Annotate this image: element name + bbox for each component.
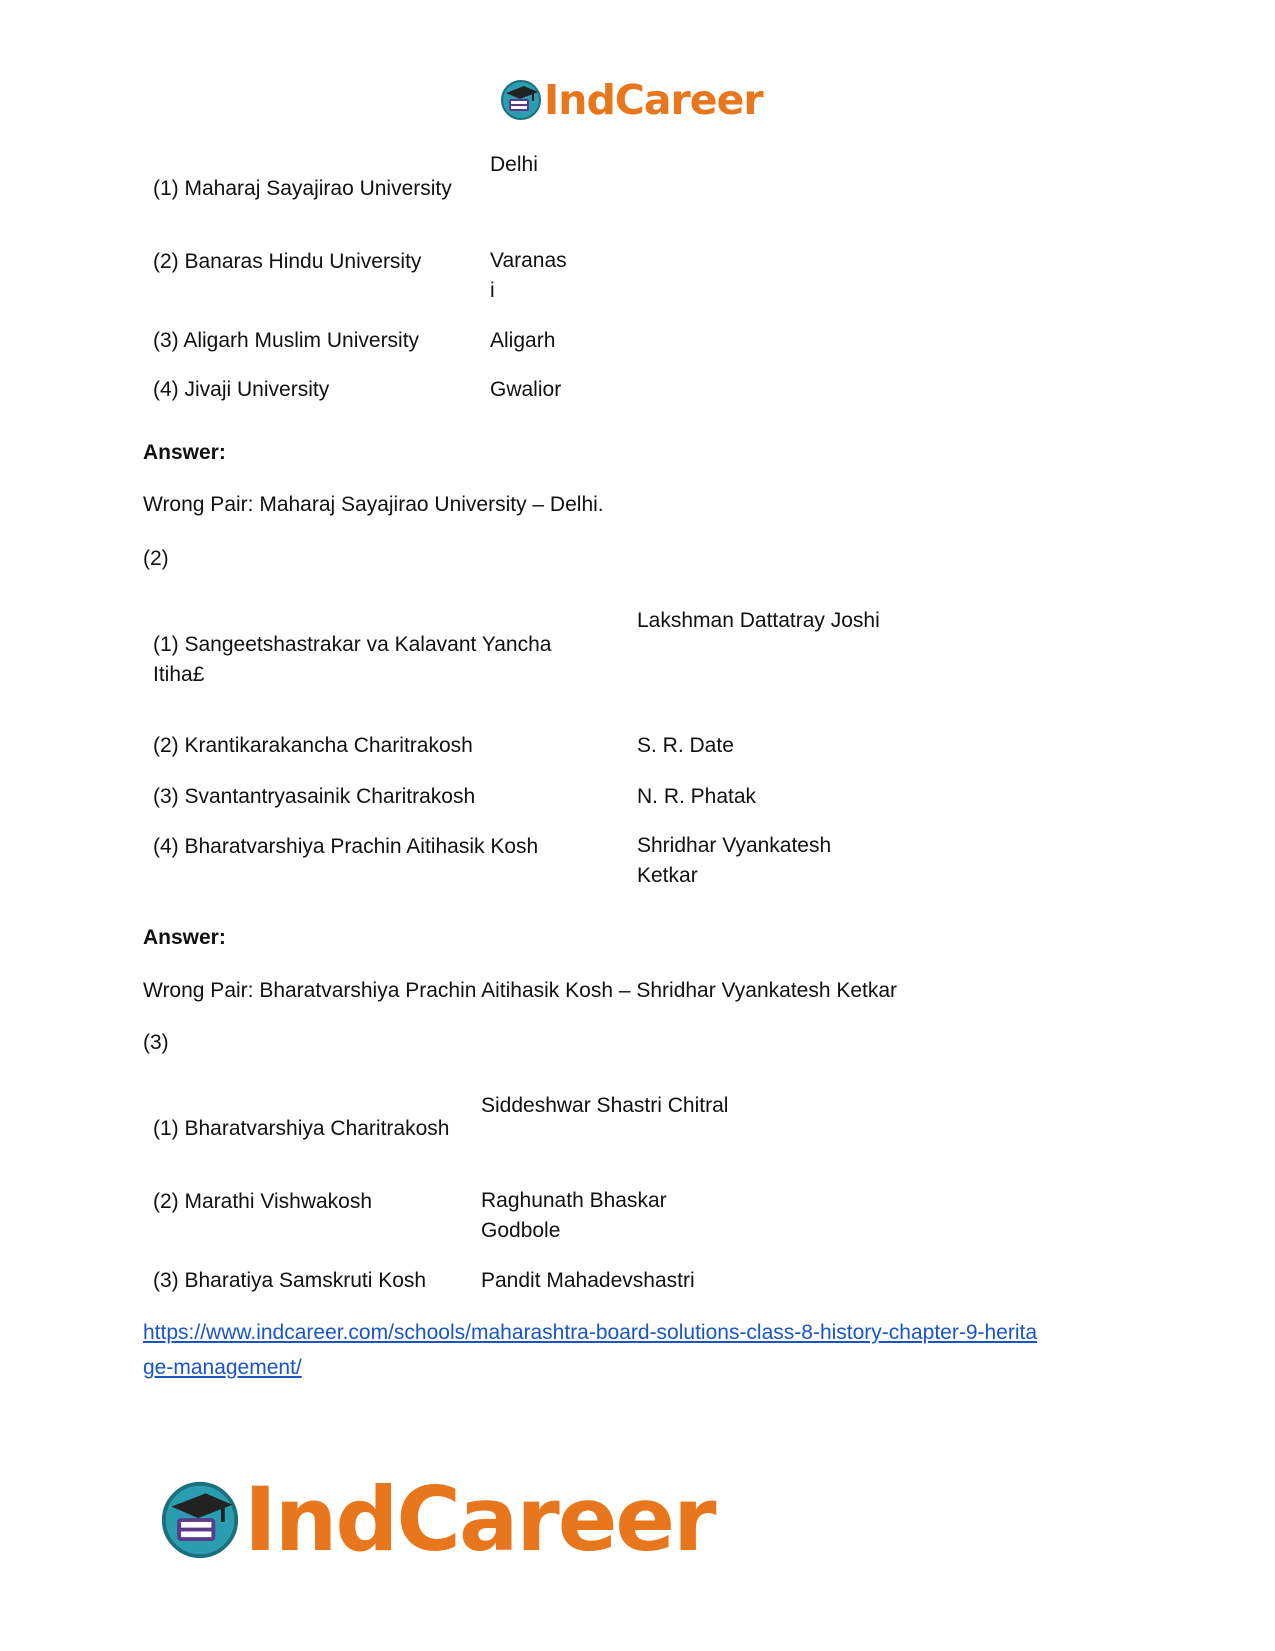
q1-row2-right: [490, 246, 567, 306]
q1-row1-left: (1) Maharaj Sayajirao University: [153, 177, 452, 200]
q3-row2-right: [481, 1186, 667, 1246]
q2-row4-right: [637, 831, 831, 891]
q2-row4-right-line2: Ketkar: [637, 864, 698, 887]
q1-row2-right-line2: i: [490, 279, 495, 302]
q2-row2-right: S. R. Date: [637, 734, 734, 757]
q3-row2-right-line1: Raghunath Bhaskar: [481, 1189, 667, 1212]
q2-row3-left: (3) Svantantryasainik Charitrakosh: [153, 785, 476, 808]
q2-number: (2): [143, 547, 169, 570]
q2-answer-text: Wrong Pair: Bharatvarshiya Prachin Aitihasik Kosh – Shridhar Vyankatesh Ketkar: [143, 979, 898, 1002]
source-link-line1: https://www.indcareer.com/schools/maharashtra-board-solutions-class-8-history-chapter-9-herita: [143, 1321, 1038, 1344]
logo-text: IndCareer: [244, 1468, 715, 1571]
q3-row1-left: (1) Bharatvarshiya Charitrakosh: [153, 1117, 450, 1140]
header-logo: [500, 76, 763, 124]
source-link-line2: ge-management/: [143, 1356, 302, 1379]
q2-row1-right: Lakshman Dattatray Joshi: [637, 609, 880, 632]
q1-row1-right: Delhi: [490, 153, 538, 176]
q2-row3-right: N. R. Phatak: [637, 785, 757, 808]
q2-answer-label: Answer:: [143, 926, 226, 949]
q2-row1-left-line1: (1) Sangeetshastrakar va Kalavant Yancha: [153, 633, 552, 656]
q1-row3-left: (3) Aligarh Muslim University: [153, 329, 420, 352]
q1-row2-left: (2) Banaras Hindu University: [153, 250, 422, 273]
q2-row1-left-line2: Itiha£: [153, 663, 205, 686]
q1-row3-right: Aligarh: [490, 329, 556, 352]
q1-row2-right-line1: Varanas: [490, 249, 567, 272]
q3-row3-left: (3) Bharatiya Samskruti Kosh: [153, 1269, 427, 1292]
graduation-globe-icon: [160, 1480, 240, 1560]
q3-row3-right: Pandit Mahadevshastri: [481, 1269, 695, 1292]
q3-number: (3): [143, 1031, 169, 1054]
q3-row1-right: Siddeshwar Shastri Chitral: [481, 1094, 729, 1117]
q3-row2-right-line2: Godbole: [481, 1219, 561, 1242]
q1-row4-left: (4) Jivaji University: [153, 378, 330, 401]
footer-logo: [160, 1468, 715, 1571]
q2-row4-right-line1: Shridhar Vyankatesh: [637, 834, 832, 857]
q2-row4-left: (4) Bharatvarshiya Prachin Aitihasik Kosh: [153, 835, 539, 858]
q1-answer-label: Answer:: [143, 441, 226, 464]
source-link[interactable]: [143, 1315, 1037, 1385]
logo-text: IndCareer: [544, 76, 763, 124]
q1-answer-text: Wrong Pair: Maharaj Sayajirao University – Delhi.: [143, 493, 604, 516]
q1-row4-right: Gwalior: [490, 378, 562, 401]
q3-row2-left: (2) Marathi Vishwakosh: [153, 1190, 373, 1213]
q2-row2-left: (2) Krantikarakancha Charitrakosh: [153, 734, 473, 757]
graduation-globe-icon: [500, 79, 542, 121]
q2-row1-left: [153, 630, 551, 690]
